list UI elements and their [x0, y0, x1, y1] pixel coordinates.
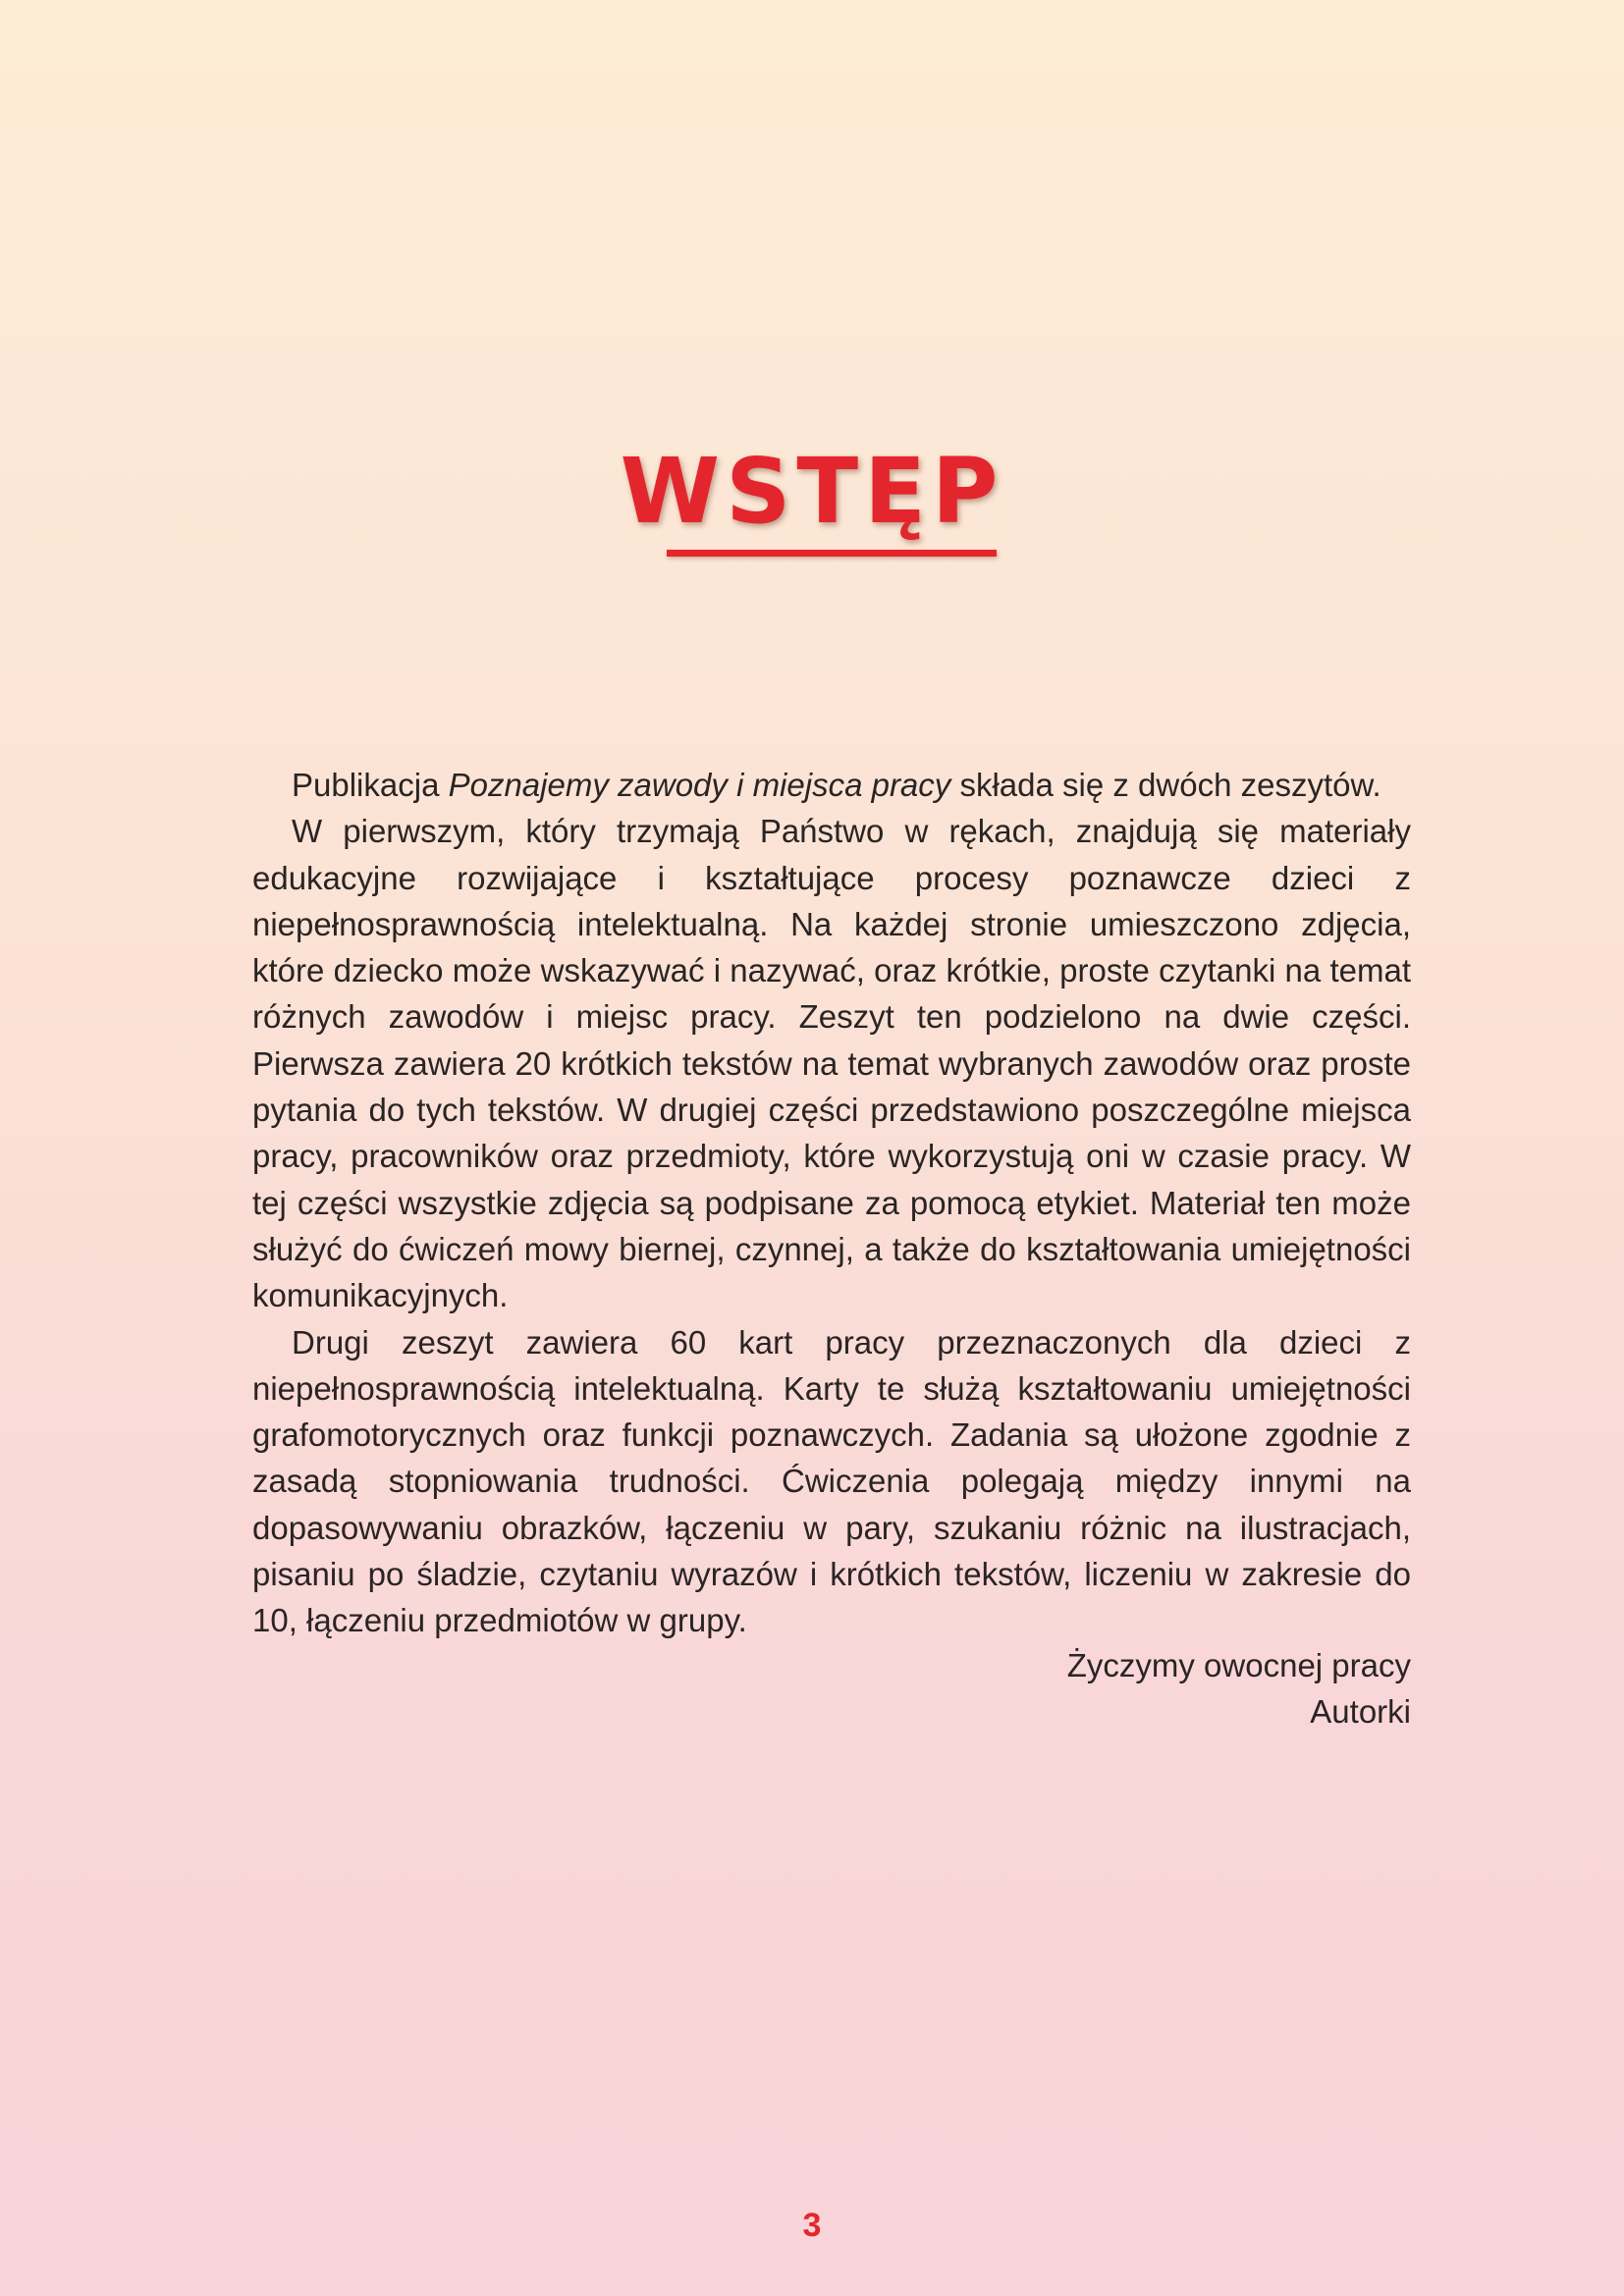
- closing-signature: Autorki: [1310, 1693, 1411, 1730]
- page-number: 3: [802, 2207, 822, 2244]
- paragraph-1: [252, 762, 1411, 808]
- closing-block: [884, 1642, 1411, 1735]
- book-title: Poznajemy zawody i miejsca pracy: [448, 767, 951, 803]
- title-underline: [667, 550, 997, 557]
- paragraph-1-suffix: składa się z dwóch zeszytów.: [950, 767, 1381, 803]
- closing-wish: Życzymy owocnej pracy: [1066, 1647, 1411, 1683]
- page-title: WSTĘP: [620, 439, 1004, 544]
- title-container: [0, 439, 1624, 544]
- paragraph-2: W pierwszym, który trzymają Państwo w rękach, znajdują się materiały edukacyjne rozwijające i kształtujące procesy poznawcze dzieci z niepełnosprawnością intelektualną. Na każdej stronie umieszczono zdjęcia, które dziecko może wskazywać i nazywać, oraz krótkie, proste czytanki na temat różnych zawodów i miejsc pracy. Zeszyt ten podzielono na dwie części. Pierwsza zawiera 20 krótkich tekstów na temat wybranych zawodów oraz proste pytania do tych tekstów. W drugiej części przedstawiono poszczególne miejsca pracy, pracowników oraz przedmioty, które wykorzystują oni w czasie pracy. W tej części wszystkie zdjęcia są podpisane za pomocą etykiet. Materiał ten może służyć do ćwiczeń mowy biernej, czynnej, a także do kształtowania umiejętności komunikacyjnych.: [252, 813, 1411, 1314]
- paragraph-3: Drugi zeszyt zawiera 60 kart pracy przeznaczonych dla dzieci z niepełnosprawnością intelektualną. Karty te służą kształtowaniu umiejętności grafomotorycznych oraz funkcji poznawczych. Zadania są ułożone zgodnie z zasadą stopniowania trudności. Ćwiczenia polegają między innymi na dopasowywaniu obrazków, łączeniu w pary, szukaniu różnic na ilustracjach, pisaniu po śladzie, czytaniu wyrazów i krótkich tekstów, liczeniu w zakresie do 10, łączeniu przedmiotów w grupy.: [252, 1323, 1411, 1639]
- paragraph-1-prefix: Publikacja: [292, 767, 449, 803]
- introduction-body: [252, 762, 1411, 1644]
